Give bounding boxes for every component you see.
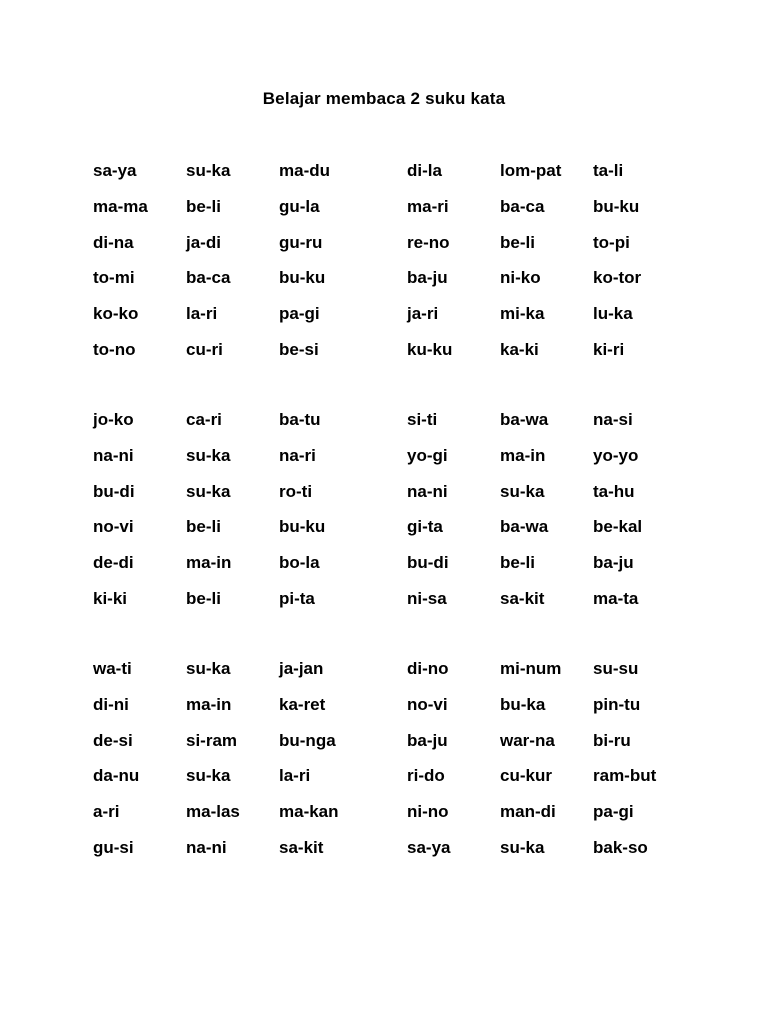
syllable-word: bi-ru bbox=[593, 730, 631, 750]
syllable-word: na-si bbox=[593, 410, 633, 429]
syllable-word: no-vi bbox=[407, 694, 448, 714]
syllable-word: su-ka bbox=[186, 445, 231, 465]
syllable-word: na-ri bbox=[279, 445, 316, 465]
syllable-word: to-pi bbox=[593, 232, 630, 252]
word-block-2 bbox=[93, 410, 733, 625]
syllable-word: de-si bbox=[93, 730, 133, 750]
syllable-word: ma-las bbox=[186, 802, 240, 822]
syllable-word: su-ka bbox=[500, 481, 545, 501]
syllable-word: lu-ka bbox=[593, 304, 633, 324]
word-row bbox=[93, 802, 733, 838]
syllable-word: ma-in bbox=[186, 694, 232, 714]
syllable-word: gu-la bbox=[279, 196, 320, 216]
syllable-word: gu-ru bbox=[279, 232, 323, 252]
syllable-word: su-ka bbox=[186, 659, 231, 678]
syllable-word: ca-ri bbox=[186, 410, 222, 429]
syllable-word: sa-ya bbox=[93, 161, 137, 180]
syllable-word: la-ri bbox=[186, 304, 218, 324]
syllable-word: ma-ri bbox=[407, 196, 449, 216]
syllable-word: bu-ku bbox=[593, 196, 640, 216]
syllable-word: ta-li bbox=[593, 161, 624, 180]
syllable-word: ma-ta bbox=[593, 588, 639, 608]
syllable-word: ri-do bbox=[407, 766, 445, 786]
syllable-word: ja-ri bbox=[407, 304, 439, 324]
word-row bbox=[93, 766, 733, 802]
word-row bbox=[93, 233, 733, 269]
syllable-word: ni-sa bbox=[407, 588, 447, 608]
syllable-word: bu-di bbox=[407, 553, 449, 573]
syllable-word: cu-ri bbox=[186, 339, 223, 359]
word-row bbox=[93, 517, 733, 553]
syllable-word: de-di bbox=[93, 553, 134, 573]
syllable-word: pa-gi bbox=[593, 802, 634, 822]
syllable-word: yo-yo bbox=[593, 445, 639, 465]
word-row bbox=[93, 304, 733, 340]
syllable-word: gu-si bbox=[93, 837, 134, 857]
syllable-word: si-ram bbox=[186, 730, 238, 750]
syllable-word: ka-ret bbox=[279, 694, 326, 714]
syllable-word: su-ka bbox=[500, 837, 545, 857]
syllable-word: be-kal bbox=[593, 517, 643, 537]
syllable-word: ni-no bbox=[407, 802, 449, 822]
word-row bbox=[93, 268, 733, 304]
syllable-word: ba-wa bbox=[500, 410, 549, 429]
syllable-word: ma-du bbox=[279, 161, 330, 180]
syllable-word: di-ni bbox=[93, 694, 129, 714]
syllable-word: be-li bbox=[186, 517, 221, 537]
syllable-word: bo-la bbox=[279, 553, 320, 573]
syllable-word: ba-ca bbox=[186, 268, 231, 288]
syllable-word: ma-in bbox=[500, 445, 546, 465]
syllable-word: sa-ya bbox=[407, 837, 451, 857]
syllable-word: su-ka bbox=[186, 481, 231, 501]
word-row bbox=[93, 838, 733, 874]
syllable-word: ki-ki bbox=[93, 588, 128, 608]
syllable-word: di-na bbox=[93, 232, 134, 252]
syllable-word: ta-hu bbox=[593, 481, 635, 501]
syllable-word: ba-tu bbox=[279, 410, 321, 429]
syllable-word: bak-so bbox=[593, 837, 648, 857]
syllable-word: na-ni bbox=[407, 481, 448, 501]
word-block-1 bbox=[93, 161, 733, 376]
syllable-word: be-li bbox=[500, 553, 535, 573]
syllable-word: bu-ku bbox=[279, 517, 326, 537]
word-row bbox=[93, 659, 733, 695]
syllable-word: yo-gi bbox=[407, 445, 448, 465]
syllable-word: ja-di bbox=[186, 232, 221, 252]
syllable-word: su-ka bbox=[186, 161, 231, 180]
word-row bbox=[93, 731, 733, 767]
syllable-word: ba-ju bbox=[407, 730, 448, 750]
syllable-word: be-li bbox=[500, 232, 535, 252]
syllable-word: ki-ri bbox=[593, 339, 625, 359]
word-row bbox=[93, 695, 733, 731]
syllable-word: to-mi bbox=[93, 268, 135, 288]
syllable-word: su-su bbox=[593, 659, 639, 678]
syllable-word: di-no bbox=[407, 659, 449, 678]
syllable-word: war-na bbox=[500, 730, 555, 750]
syllable-word: la-ri bbox=[279, 766, 311, 786]
syllable-word: ka-ki bbox=[500, 339, 539, 359]
syllable-word: no-vi bbox=[93, 517, 134, 537]
page-title: Belajar membaca 2 suku kata bbox=[262, 89, 506, 108]
syllable-word: bu-ka bbox=[500, 694, 546, 714]
syllable-word: ko-ko bbox=[93, 304, 139, 324]
word-block-3 bbox=[93, 659, 733, 874]
syllable-word: mi-num bbox=[500, 659, 562, 678]
syllable-word: cu-kur bbox=[500, 766, 552, 786]
syllable-word: ku-ku bbox=[407, 339, 453, 359]
word-row bbox=[93, 340, 733, 376]
syllable-word: da-nu bbox=[93, 766, 140, 786]
syllable-word: di-la bbox=[407, 161, 442, 180]
syllable-word: ko-tor bbox=[593, 268, 642, 288]
syllable-word: sa-kit bbox=[500, 588, 545, 608]
syllable-word: be-li bbox=[186, 196, 221, 216]
syllable-word: na-ni bbox=[186, 837, 227, 857]
syllable-word: be-si bbox=[279, 339, 319, 359]
syllable-word: ram-but bbox=[593, 766, 657, 786]
syllable-word: su-ka bbox=[186, 766, 231, 786]
syllable-word: ja-jan bbox=[279, 659, 324, 678]
syllable-word: si-ti bbox=[407, 410, 438, 429]
word-row bbox=[93, 446, 733, 482]
syllable-word: ro-ti bbox=[279, 481, 313, 501]
syllable-word: ba-ju bbox=[407, 268, 448, 288]
syllable-word: a-ri bbox=[93, 802, 120, 822]
syllable-word: ba-ca bbox=[500, 196, 545, 216]
word-row bbox=[93, 197, 733, 233]
word-row bbox=[93, 410, 733, 446]
syllable-word: mi-ka bbox=[500, 304, 545, 324]
syllable-word: lom-pat bbox=[500, 161, 562, 180]
syllable-word: na-ni bbox=[93, 445, 134, 465]
syllable-word: wa-ti bbox=[93, 659, 132, 678]
word-row bbox=[93, 161, 733, 197]
syllable-word: pi-ta bbox=[279, 588, 315, 608]
syllable-word: gi-ta bbox=[407, 517, 443, 537]
word-row bbox=[93, 482, 733, 518]
syllable-word: bu-di bbox=[93, 481, 135, 501]
syllable-word: be-li bbox=[186, 588, 221, 608]
syllable-word: ba-wa bbox=[500, 517, 549, 537]
syllable-word: bu-nga bbox=[279, 730, 336, 750]
word-row bbox=[93, 589, 733, 625]
syllable-word: jo-ko bbox=[93, 410, 134, 429]
syllable-word: pin-tu bbox=[593, 694, 641, 714]
syllable-word: ni-ko bbox=[500, 268, 541, 288]
word-row bbox=[93, 553, 733, 589]
syllable-word: ba-ju bbox=[593, 553, 634, 573]
syllable-word: ma-kan bbox=[279, 802, 339, 822]
syllable-word: ma-ma bbox=[93, 196, 148, 216]
syllable-word: ma-in bbox=[186, 553, 232, 573]
syllable-word: pa-gi bbox=[279, 304, 320, 324]
syllable-word: bu-ku bbox=[279, 268, 326, 288]
syllable-word: to-no bbox=[93, 339, 136, 359]
syllable-word: sa-kit bbox=[279, 837, 324, 857]
syllable-word: re-no bbox=[407, 232, 450, 252]
syllable-word: man-di bbox=[500, 802, 556, 822]
